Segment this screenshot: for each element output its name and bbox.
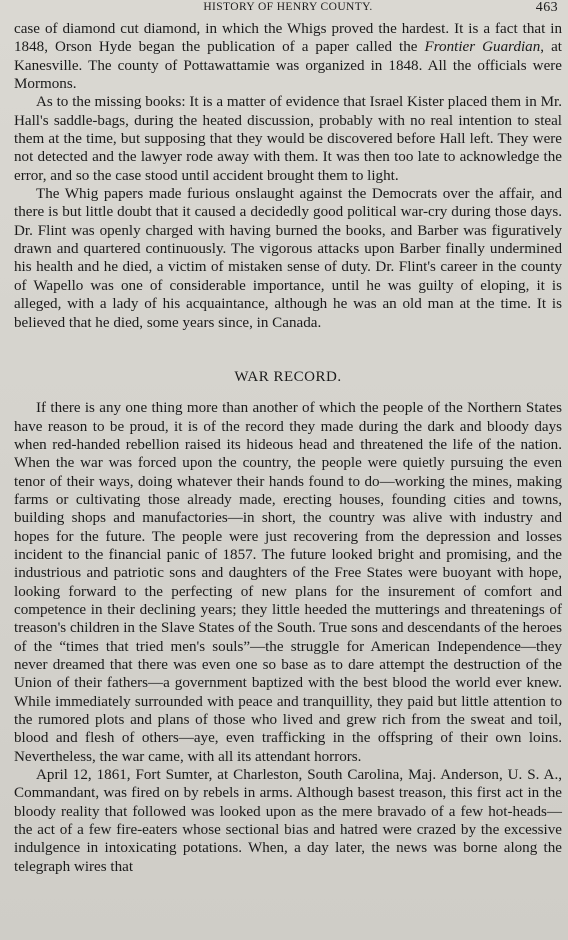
newspaper-title: Frontier Guardian (424, 39, 541, 56)
paragraph-war-intro: If there is any one thing more than another of which the people of the Northern States have reason to be proud, it is of the record they made during the dark and bloody days when red-handed rebellion raised its hideous head and threatened the life of the nation. When the war was forced upon the country, the people were quietly pursuing the even tenor of their ways, doing whatever their hands found to do—working the mines, making farms or cultivating those already made, erecting houses, founding cities and towns, building shops and manufactories—in short, the country was alive with industry and hopes for the future. The people were just recovering from the depression and losses incident to the financial panic of 1857. The future looked bright and promising, and the industrious and patriotic sons and daughters of the Free States were buoyant with hope, looking forward to the perfecting of new plans for the insurement of comfort and competence in their declining years; they little heeded the mutterings and threatenings of treason's children in the Slave States of the South. True sons and descendants of the heroes of the “times that tried men's souls”—the struggle for American Independence—they never dreamed that there was even one so base as to dare attempt the destruction of the Union of their fathers—a government baptized with the best blood the world ever knew. While immediately surrounded with peace and tranquillity, they paid but little attention to the rumored plots and plans of those who lived and grew rich from the sweat and toil, blood and flesh of others—aye, even trafficking in the offspring of their own loins. Nevertheless, the war came, with all its attendant horrors. (14, 400, 562, 765)
page-number: 463 (535, 0, 558, 15)
paragraph-whig-papers: The Whig papers made furious onslaught against the Democrats over the affair, and there is but little doubt that it caused a decidedly good political war-cry during those days. Dr. Flint was openly charged with having burned the books, and Barber was figuratively drawn and quartered continuously. The vigorous attacks upon Barber finally undermined his health and he died, a victim of mistaken sense of duty. Dr. Flint's career in the county of Wapello was one of considerable importance, until he was guilty of eloping, it is alleged, with a lady of his acquaintance, although he was an old man at the time. It is believed that he died, some years since, in Canada. (14, 186, 562, 331)
section-heading: WAR RECORD. (234, 368, 342, 385)
paragraph-missing-books: As to the missing books: It is a matter of evidence that Israel Kister placed them in Mr. Hall's saddle-bags, during the heated discussion, probably with no real intention to steal them at the time, but supposing that they would be discovered before Hall left. They were not detected and the lawyer rode away with them. It was then too late to acknowledge the error, and so the case stood until accident brought them to light. (14, 94, 562, 184)
page-body (14, 20, 562, 876)
running-head (14, 0, 562, 20)
paragraph-continued (14, 20, 562, 93)
running-head-title: HISTORY OF HENRY COUNTY. (203, 1, 373, 13)
paragraph-text: , at Kanesville. The county of Pottawattamie was organized in 1848. All the officials were Mormons. (14, 39, 562, 93)
paragraph-text: case of diamond cut diamond, in which the Whigs proved the hardest. It is a fact that in 1848, Orson Hyde began the publication of a paper called the (14, 21, 562, 56)
paragraph-fort-sumter: April 12, 1861, Fort Sumter, at Charleston, South Carolina, Maj. Anderson, U. S. A., Commandant, was fired on by rebels in arms. Although basest treason, this first act in the bloody reality that followed was looked upon as the mere bravado of a few hot-heads—the act of a few fire-eaters whose sectional bias and hatred were crazed by the excessive indulgence in intoxicating potations. When, a day later, the news was borne along the telegraph wires that (14, 767, 562, 875)
